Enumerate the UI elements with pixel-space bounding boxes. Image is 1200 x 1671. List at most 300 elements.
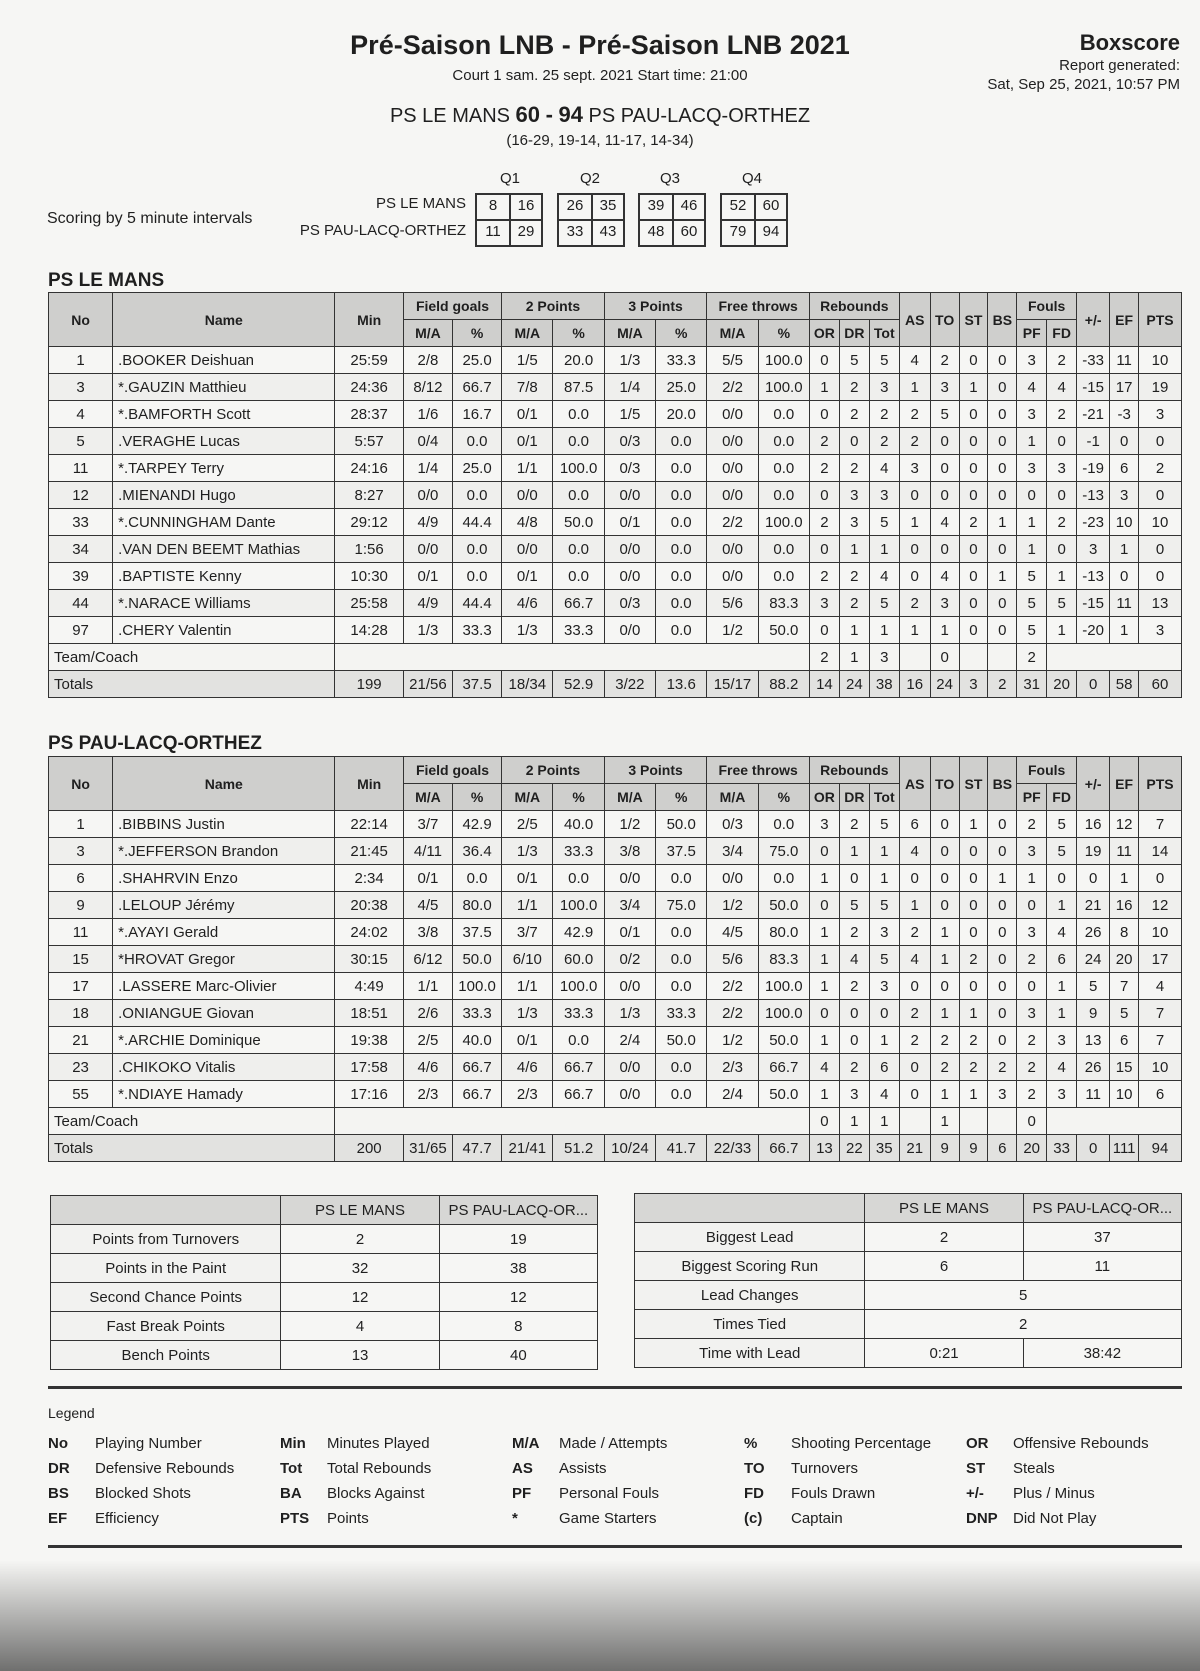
cell-plus-minus: 19 (1077, 838, 1110, 865)
interval-value: 60 (672, 221, 704, 245)
cell-as: 0 (899, 865, 930, 892)
cell-to: 0 (930, 644, 959, 671)
cell-p3-ma: 3/4 (604, 892, 655, 919)
cell-p2-pct: 66.7 (553, 590, 604, 617)
legend-abbr: Tot (280, 1460, 303, 1477)
cell-plus-minus: 5 (1077, 973, 1110, 1000)
legend-item (512, 1485, 659, 1502)
cell-tot: 6 (869, 1054, 899, 1081)
cell-p2-ma: 0/1 (502, 563, 553, 590)
cell-fg-ma: 2/3 (403, 1081, 452, 1108)
cell-or: 2 (809, 428, 839, 455)
empty-header (51, 1196, 281, 1225)
cell-as: 6 (899, 811, 930, 838)
cell-tot: 1 (869, 617, 899, 644)
lead-stats-table (634, 1193, 1182, 1368)
column-header: Fouls (1017, 757, 1077, 784)
game-info: Court 1 sam. 25 sept. 2021 Start time: 21:00 (452, 67, 748, 84)
cell-to: 4 (930, 563, 959, 590)
cell-dr: 2 (839, 563, 869, 590)
cell-plus-minus: 24 (1077, 946, 1110, 973)
summary-label: Biggest Lead (635, 1223, 865, 1252)
cell-fg-pct: 16.7 (453, 401, 502, 428)
cell-fd: 1 (1047, 892, 1077, 919)
cell-ef: 11 (1110, 838, 1139, 865)
cell-dr: 2 (839, 919, 869, 946)
cell-tot: 2 (869, 401, 899, 428)
cell-name: *.BAMFORTH Scott (113, 401, 335, 428)
cell-name: .BIBBINS Justin (113, 811, 335, 838)
cell-pts: 7 (1139, 811, 1182, 838)
cell-fd: 6 (1047, 946, 1077, 973)
cell-dr: 1 (839, 644, 869, 671)
cell-dr: 2 (839, 973, 869, 1000)
cell-ft-ma: 5/5 (707, 347, 758, 374)
legend-item (512, 1510, 657, 1527)
cell-pf: 3 (1017, 401, 1047, 428)
cell-p3-pct: 0.0 (656, 1054, 707, 1081)
cell-to: 1 (930, 617, 959, 644)
cell-ef: 11 (1110, 590, 1139, 617)
cell-p3-ma: 1/2 (604, 811, 655, 838)
cell-plus-minus: -15 (1077, 374, 1110, 401)
cell-p3-ma: 1/4 (604, 374, 655, 401)
away-team-title: PS PAU-LACQ-ORTHEZ (48, 733, 262, 754)
legend-abbr: PTS (280, 1510, 310, 1527)
cell-name: .LELOUP Jérémy (113, 892, 335, 919)
cell-p2-ma: 6/10 (502, 946, 553, 973)
cell-fg-pct: 44.4 (453, 509, 502, 536)
cell-plus-minus: -23 (1077, 509, 1110, 536)
cell-bs: 0 (988, 973, 1017, 1000)
cell-pf: 3 (1017, 1000, 1047, 1027)
cell-ft-pct: 50.0 (758, 1081, 809, 1108)
cell-fd: 5 (1047, 838, 1077, 865)
cell-st: 1 (959, 1081, 988, 1108)
team-coach-row (49, 1108, 1182, 1135)
cell-min: 25:58 (335, 590, 403, 617)
cell-min: 24:02 (335, 919, 403, 946)
cell-fd: 0 (1047, 865, 1077, 892)
cell-ft-ma: 5/6 (707, 946, 758, 973)
cell-ft-pct: 100.0 (758, 509, 809, 536)
cell-pf: 0 (1017, 973, 1047, 1000)
cell-p2-pct: 0.0 (553, 1027, 604, 1054)
legend-desc: Fouls Drawn (791, 1485, 876, 1502)
cell-to: 0 (930, 973, 959, 1000)
totals-cell: 52.9 (553, 671, 604, 698)
cell-dr: 2 (839, 401, 869, 428)
cell-min: 18:51 (335, 1000, 403, 1027)
cell-p3-pct: 0.0 (656, 973, 707, 1000)
cell-p2-pct: 50.0 (553, 509, 604, 536)
totals-cell: 0 (1077, 671, 1110, 698)
legend-desc: Minutes Played (327, 1435, 430, 1452)
cell-plus-minus: 9 (1077, 1000, 1110, 1027)
cell-dr: 0 (839, 1000, 869, 1027)
cell-ft-pct: 0.0 (758, 563, 809, 590)
cell-min: 5:57 (335, 428, 403, 455)
cell-bs: 2 (988, 1054, 1017, 1081)
cell-to: 1 (930, 1081, 959, 1108)
legend-abbr: +/- (966, 1485, 984, 1502)
cell-pts: 14 (1139, 838, 1182, 865)
cell-tot: 3 (869, 919, 899, 946)
cell-or: 3 (809, 811, 839, 838)
legend-abbr: % (744, 1435, 758, 1452)
cell-tot: 2 (869, 428, 899, 455)
cell-to: 1 (930, 1108, 959, 1135)
cell-to: 4 (930, 509, 959, 536)
cell-ft-pct: 0.0 (758, 401, 809, 428)
legend-desc: Blocks Against (327, 1485, 425, 1502)
column-header: EF (1110, 757, 1139, 811)
interval-value: 26 (566, 197, 584, 214)
cell-name: *.NDIAYE Hamady (113, 1081, 335, 1108)
cell-fd: 4 (1047, 1054, 1077, 1081)
cell-p2-ma: 0/1 (502, 865, 553, 892)
cell-bs: 0 (988, 892, 1017, 919)
cell-ef: 1 (1110, 536, 1139, 563)
cell-p3-ma: 0/3 (604, 428, 655, 455)
interval-value: 33 (566, 223, 584, 240)
cell-tot: 1 (869, 1027, 899, 1054)
cell-pts: 10 (1139, 347, 1182, 374)
cell-ft-pct: 83.3 (758, 590, 809, 617)
cell-min: 22:14 (335, 811, 403, 838)
cell-p2-ma: 1/1 (502, 892, 553, 919)
cell-as: 1 (899, 374, 930, 401)
cell-to: 0 (930, 838, 959, 865)
totals-cell: 24 (930, 671, 959, 698)
legend-item (966, 1460, 1055, 1477)
cell-name: *.GAUZIN Matthieu (113, 374, 335, 401)
cell-fd: 4 (1047, 374, 1077, 401)
cell-p2-ma: 4/6 (502, 1054, 553, 1081)
cell-fd: 1 (1047, 1000, 1077, 1027)
cell-ef: 6 (1110, 1027, 1139, 1054)
cell-name: .ONIANGUE Giovan (113, 1000, 335, 1027)
totals-row (49, 671, 1182, 698)
cell-or: 0 (809, 482, 839, 509)
scoring-intervals (0, 165, 1200, 245)
cell-p3-ma: 0/1 (604, 509, 655, 536)
cell-plus-minus: 26 (1077, 1054, 1110, 1081)
cell-ef: 6 (1110, 455, 1139, 482)
cell-fg-ma: 4/5 (403, 892, 452, 919)
player-row (49, 1054, 1182, 1081)
cell-to: 1 (930, 919, 959, 946)
cell-p2-pct: 0.0 (553, 563, 604, 590)
cell-p3-pct: 0.0 (656, 590, 707, 617)
column-header: 2 Points (502, 293, 605, 320)
cell-min: 17:16 (335, 1081, 403, 1108)
cell-no: 5 (49, 428, 113, 455)
empty-cell (1047, 1108, 1182, 1135)
legend-desc: Plus / Minus (1013, 1485, 1095, 1502)
cell-p2-ma: 3/7 (502, 919, 553, 946)
legend-item (280, 1435, 430, 1452)
totals-cell: 199 (335, 671, 403, 698)
totals-cell: 51.2 (553, 1135, 604, 1162)
cell-fg-ma: 1/4 (403, 455, 452, 482)
player-row (49, 401, 1182, 428)
cell-ef: 11 (1110, 347, 1139, 374)
column-header: +/- (1077, 757, 1110, 811)
cell-or: 0 (809, 347, 839, 374)
summary-value-home: 4 (281, 1312, 439, 1341)
cell-p2-pct: 60.0 (553, 946, 604, 973)
player-row (49, 509, 1182, 536)
cell-as: 4 (899, 838, 930, 865)
summary-row (51, 1283, 598, 1312)
column-header: Field goals (403, 757, 501, 784)
cell-or: 0 (809, 838, 839, 865)
cell-plus-minus: 16 (1077, 811, 1110, 838)
cell-min: 8:27 (335, 482, 403, 509)
summary-header-row (51, 1196, 598, 1225)
cell-dr: 4 (839, 946, 869, 973)
cell-dr: 0 (839, 428, 869, 455)
cell-name: *.NARACE Williams (113, 590, 335, 617)
cell-st: 2 (959, 509, 988, 536)
totals-cell: 14 (809, 671, 839, 698)
cell-fg-ma: 4/9 (403, 509, 452, 536)
column-subheader: % (656, 784, 707, 811)
cell-dr: 2 (839, 590, 869, 617)
cell-name: *.AYAYI Gerald (113, 919, 335, 946)
cell-st: 0 (959, 865, 988, 892)
cell-fg-pct: 33.3 (453, 1000, 502, 1027)
cell-no: 11 (49, 455, 113, 482)
cell-no: 3 (49, 838, 113, 865)
cell-st: 0 (959, 536, 988, 563)
legend-title: Legend (48, 1405, 95, 1421)
home-score: 60 (515, 102, 541, 127)
cell-to: 5 (930, 401, 959, 428)
cell-min: 28:37 (335, 401, 403, 428)
totals-cell: 9 (959, 1135, 988, 1162)
cell-ft-ma: 0/0 (707, 865, 758, 892)
interval-away-name: PS PAU-LACQ-ORTHEZ (299, 222, 466, 239)
cell-bs: 0 (988, 946, 1017, 973)
away-q2-box (557, 219, 625, 247)
totals-cell: 18/34 (502, 671, 553, 698)
cell-p2-ma: 0/1 (502, 1027, 553, 1054)
cell-bs: 0 (988, 536, 1017, 563)
totals-cell: 66.7 (758, 1135, 809, 1162)
cell-fg-pct: 33.3 (453, 617, 502, 644)
cell-no: 33 (49, 509, 113, 536)
cell-st: 2 (959, 1027, 988, 1054)
cell-plus-minus: -33 (1077, 347, 1110, 374)
cell-pts: 7 (1139, 1000, 1182, 1027)
cell-min: 21:45 (335, 838, 403, 865)
cell-p3-pct: 0.0 (656, 1081, 707, 1108)
cell-p3-pct: 0.0 (656, 482, 707, 509)
cell-ef: 15 (1110, 1054, 1139, 1081)
cell-plus-minus: 0 (1077, 865, 1110, 892)
column-subheader: M/A (502, 320, 553, 347)
cell-no: 17 (49, 973, 113, 1000)
cell-no: 44 (49, 590, 113, 617)
cell-p2-ma: 4/8 (502, 509, 553, 536)
cell-p2-pct: 100.0 (553, 892, 604, 919)
cell-fg-pct: 0.0 (453, 563, 502, 590)
home-boxscore-table (48, 292, 1182, 698)
cell-no: 97 (49, 617, 113, 644)
cell-fd: 0 (1047, 482, 1077, 509)
cell-pf: 0 (1017, 482, 1047, 509)
home-q3-box (638, 193, 706, 221)
cell-p2-pct: 33.3 (553, 838, 604, 865)
cell-name: .MIENANDI Hugo (113, 482, 335, 509)
column-subheader: OR (809, 784, 839, 811)
summary-value-away: 38:42 (1023, 1339, 1181, 1368)
cell-dr: 1 (839, 536, 869, 563)
cell-fg-ma: 0/4 (403, 428, 452, 455)
cell-pts: 3 (1139, 617, 1182, 644)
interval-value: 39 (647, 197, 665, 214)
column-header: BS (988, 757, 1017, 811)
column-subheader: % (758, 784, 809, 811)
totals-cell: 58 (1110, 671, 1139, 698)
cell-ef: -3 (1110, 401, 1139, 428)
player-row (49, 1000, 1182, 1027)
cell-st: 0 (959, 973, 988, 1000)
cell-st: 0 (959, 617, 988, 644)
boxscore-label: Boxscore (1079, 30, 1180, 55)
cell-min: 24:16 (335, 455, 403, 482)
cell-fg-ma: 4/9 (403, 590, 452, 617)
cell-as: 2 (899, 1000, 930, 1027)
summary-value-home: 12 (281, 1283, 439, 1312)
cell-tot: 4 (869, 563, 899, 590)
totals-cell: 88.2 (758, 671, 809, 698)
cell-fg-pct: 25.0 (453, 347, 502, 374)
team-stats-table (50, 1195, 598, 1370)
cell-dr: 2 (839, 811, 869, 838)
cell-fg-pct: 42.9 (453, 811, 502, 838)
cell-ft-ma: 2/2 (707, 973, 758, 1000)
column-subheader: % (453, 320, 502, 347)
totals-cell: 13.6 (656, 671, 707, 698)
cell-p3-pct: 0.0 (656, 455, 707, 482)
cell-dr: 2 (839, 1054, 869, 1081)
legend-abbr: No (48, 1435, 68, 1452)
legend-abbr: Min (280, 1435, 306, 1452)
cell-p3-pct: 0.0 (656, 617, 707, 644)
cell-tot: 5 (869, 347, 899, 374)
summary-label: Fast Break Points (51, 1312, 281, 1341)
summary-row (51, 1341, 598, 1370)
cell-pf: 2 (1017, 1081, 1047, 1108)
cell-no: 12 (49, 482, 113, 509)
legend-desc: Playing Number (95, 1435, 202, 1452)
totals-cell: 47.7 (453, 1135, 502, 1162)
cell-p2-pct: 87.5 (553, 374, 604, 401)
player-row (49, 536, 1182, 563)
empty-cell (959, 1108, 988, 1135)
player-row (49, 455, 1182, 482)
empty-cell (988, 1108, 1017, 1135)
column-subheader: FD (1047, 320, 1077, 347)
cell-tot: 5 (869, 946, 899, 973)
cell-or: 0 (809, 892, 839, 919)
cell-pts: 17 (1139, 946, 1182, 973)
cell-or: 2 (809, 563, 839, 590)
cell-tot: 1 (869, 1108, 899, 1135)
totals-cell: 10/24 (604, 1135, 655, 1162)
legend-top-rule (48, 1386, 1182, 1389)
cell-pts: 10 (1139, 509, 1182, 536)
cell-ft-pct: 0.0 (758, 428, 809, 455)
cell-name: .LASSERE Marc-Olivier (113, 973, 335, 1000)
column-header: AS (899, 293, 930, 347)
column-header: +/- (1077, 293, 1110, 347)
cell-st: 0 (959, 563, 988, 590)
cell-pts: 19 (1139, 374, 1182, 401)
cell-p3-pct: 37.5 (656, 838, 707, 865)
cell-p2-pct: 0.0 (553, 482, 604, 509)
cell-to: 2 (930, 1027, 959, 1054)
legend-abbr: TO (744, 1460, 765, 1477)
cell-p3-pct: 0.0 (656, 946, 707, 973)
cell-p3-ma: 1/3 (604, 347, 655, 374)
cell-plus-minus: -15 (1077, 590, 1110, 617)
interval-value: 60 (754, 195, 786, 219)
totals-cell: 33 (1047, 1135, 1077, 1162)
player-row (49, 617, 1182, 644)
report-generated-label: Report generated: (1059, 57, 1180, 74)
cell-fg-ma: 1/6 (403, 401, 452, 428)
summary-label: Lead Changes (635, 1281, 865, 1310)
cell-p3-ma: 2/4 (604, 1027, 655, 1054)
cell-min: 4:49 (335, 973, 403, 1000)
interval-value: 52 (729, 197, 747, 214)
cell-ft-pct: 0.0 (758, 482, 809, 509)
cell-p2-ma: 1/1 (502, 455, 553, 482)
cell-to: 2 (930, 1054, 959, 1081)
cell-dr: 0 (839, 1027, 869, 1054)
cell-pf: 5 (1017, 563, 1047, 590)
summary-label: Biggest Scoring Run (635, 1252, 865, 1281)
header-row (49, 757, 1182, 784)
cell-tot: 5 (869, 590, 899, 617)
player-row (49, 374, 1182, 401)
column-header: TO (930, 293, 959, 347)
cell-p2-ma: 1/3 (502, 838, 553, 865)
cell-p3-ma: 0/3 (604, 455, 655, 482)
cell-p2-pct: 100.0 (553, 973, 604, 1000)
legend-abbr: BS (48, 1485, 69, 1502)
cell-to: 0 (930, 892, 959, 919)
cell-tot: 0 (869, 1000, 899, 1027)
legend-item (966, 1485, 1095, 1502)
cell-as: 0 (899, 482, 930, 509)
totals-cell: 60 (1139, 671, 1182, 698)
legend-desc: Turnovers (791, 1460, 858, 1477)
cell-ft-pct: 0.0 (758, 865, 809, 892)
empty-cell (899, 644, 930, 671)
cell-no: 4 (49, 401, 113, 428)
cell-tot: 3 (869, 482, 899, 509)
legend-desc: Game Starters (559, 1510, 657, 1527)
cell-to: 3 (930, 590, 959, 617)
cell-fd: 2 (1047, 509, 1077, 536)
cell-fg-pct: 80.0 (453, 892, 502, 919)
column-subheader: OR (809, 320, 839, 347)
